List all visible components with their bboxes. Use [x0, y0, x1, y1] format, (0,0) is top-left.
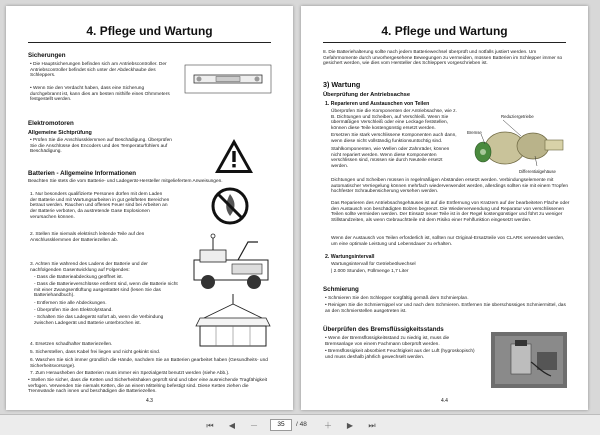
- text-block: Überprüfen Sie die Komponenten der Antriebsachse, wie z. B. Dichtungen und Scheiben, auf Verschleiß. Wenn Sie übermäßigen Verschleiß oder eine Leckage feststellen, können diese Teile kostengünstig ersetzt werden.: [331, 109, 457, 132]
- text-block: Ersetzen Sie stark verschlissene Komponenten auch dann, wenn diese nicht vollständig funktionsuntüchtig sind.: [331, 133, 457, 144]
- text-block: • Die Hauptsicherungen befinden sich am Antriebscontroller. Der Antriebscontroller befindet sich unter der Abdeckhaube des Schleppers.: [30, 62, 167, 79]
- warning-sign-icon: [214, 138, 254, 174]
- right-page: [301, 6, 588, 410]
- text-block: - Entfernen Sie alle Abdeckungen.: [34, 301, 107, 306]
- figure-label: Bremse: [467, 130, 482, 135]
- text-block: • Wenn Sie den Verdacht haben, dass eine Sicherung durchgebrannt ist, kann dies am besten mithilfe eines Ohmmeters festgestellt werden.: [30, 86, 170, 103]
- text-block: • Wenn der Bremsflüssigkeitsstand zu niedrig ist, muss die Bremsanlage von einem Fachmann überprüft werden.: [325, 336, 450, 347]
- text-block: Wartungsintervall für Getriebeölwechsel: [331, 262, 416, 267]
- text-block: • Schmieren Sie den Schlepper sorgfältig gemäß dem Schmierplan.: [325, 296, 469, 301]
- text-block: 5. Sicherstellen, dass Kabel frei liegen und nicht gekinkt sind.: [30, 350, 161, 355]
- no-fire-icon: [206, 186, 254, 226]
- text-block: Dichtungen und Scheiben müssen in regelmäßigen Abständen ersetzt werden. Verbindungselemente mit automatischer Verriegelung können mehrfach wiederverwendet werden, allerdings sollten sie mit einem Tropfen hochfester Schraubensicherung versehen werden.: [331, 178, 569, 195]
- page-total: / 48: [296, 421, 307, 428]
- divider: [28, 42, 271, 43]
- battery-lifting-figure: [194, 294, 272, 350]
- page-title: 4. Pflege und Wartung: [86, 24, 213, 38]
- prev-page-button[interactable]: ◀: [228, 421, 236, 430]
- next-page-button[interactable]: ▶: [346, 421, 354, 430]
- section-heading-sicherungen: Sicherungen: [28, 52, 66, 59]
- text-block: • Prüfen Sie die Anschlussklemmen auf Beschädigung. Überprüfen Sie die Anschlüsse des Encoders und des Temperaturfühlers auf Beschädigung.: [30, 138, 172, 155]
- text-block: 8. Die Batteriehalterung sollte nach jedem Batteriewechsel überprüft und notfalls justiert werden. Um Gefahrmomente durch unvorhergesehene Bewegungen zu vermeiden, müssen Batterien im Schlepper immer so gesichert werden, wie dies vom Hersteller des Schleppers vorgeschrieben ist.: [323, 50, 563, 67]
- text-block: 7. Zum Herausheben der Batterien muss immer ein Spezialgerät benutzt werden (siehe Abb.).: [30, 371, 230, 376]
- page-number: 4.3: [146, 398, 153, 404]
- page-number: 4.4: [441, 398, 448, 404]
- section-heading-elektromotoren: Elektromotoren: [28, 120, 74, 127]
- viewer-toolbar: [0, 414, 600, 435]
- text-block: 4. Ersetzen schadhafter Batteriezellen.: [30, 342, 113, 347]
- text-block: Stahlkomponenten, wie Wellen oder Zahnräder, können nicht repariert werden. Wenn diese Komponenten verschlissen sind, müssen sie durch Neuteile ersetzt werden.: [331, 147, 450, 170]
- text-block: Beachten Sie stets die vom Batterie- und Ladegerät-Hersteller mitgeliefertem Anweisungen.: [28, 179, 223, 184]
- text-block: • Reinigen Sie die Schmiernippel vor und nach dem Schmieren. Entfernen Sie überschüssiges Schmiermittel, das an den Schmierstellen ausgetreten ist.: [325, 303, 566, 314]
- text-block: 1. Nur besonders qualifizierte Personen dürfen mit dem Laden der Batterie und mit Wartungsarbeiten in gut gelüfteten Bereichen betraut werden. Rauchen und offenes Feuer sind bei Arbeiten an der Batterie verboten, da austretende Gase Explosionen verursachen können.: [30, 192, 170, 220]
- text-block: - Dass die Batterieverschlüsse entfernt sind, wenn die Batterie nicht mit einer Zwangsentlüftung ausgestattet sind (lesen Sie das Batteriehandbuch).: [34, 282, 178, 299]
- text-block: - Überprüfen Sie den Elektrolytstand.: [34, 308, 113, 313]
- battery-truck-figure: [188, 232, 276, 292]
- last-page-button[interactable]: ⏭: [368, 421, 376, 430]
- zoom-in-button[interactable]: ＋: [324, 421, 332, 430]
- text-block: - Schalten Sie das Ladegerät sofort ab, wenn die Verbindung zwischen Ladegerät und Batterie unterbrochen ist.: [34, 315, 164, 326]
- text-block: • Stellen Sie sicher, dass die Ketten und Sicherheitshaken geprüft sind und über eine ausreichende Tragfähigkeit verfügen. Verwenden Sie niemals Ketten, die an einem Mittelring befestigt sind. Diese Ketten ziehen die Trennwände nach innen und beschädigen die Batteriezellen.: [28, 378, 268, 395]
- text-block: • Bremsflüssigkeit absorbiert Feuchtigkeit aus der Luft (hygroskopisch) und muss deshalb jährlich gewechselt werden.: [325, 349, 475, 360]
- section-heading-schmierung: Schmierung: [323, 286, 359, 293]
- text-block: - Dass die Batterieabdeckung geöffnet ist.: [34, 275, 123, 280]
- subheading: 2. Wartungsintervall: [325, 254, 375, 260]
- text-block: Wenn der Austausch von Teilen erforderlich ist, sollten nur Original-Ersatzteile von CLARK verwendet werden, um eine optimale Leistung und Lebensdauer zu erhalten.: [331, 236, 565, 247]
- text-block: | 2.000 Stunden, Füllmenge 1,7 Liter: [331, 269, 409, 274]
- text-block: 6. Waschen Sie sich immer gründlich die Hände, nachdem Sie an Batterien gearbeitet haben (Gesundheits- und Sicherheitsvorsorge).: [30, 358, 268, 369]
- figure-label: Reduziergetriebe: [501, 114, 534, 119]
- section-heading-wartung: 3) Wartung: [323, 80, 361, 89]
- drive-axle-figure: [463, 110, 569, 176]
- text-block: Das Reparieren des Antriebsachsgehäuses ist auf die Entfernung von Kratzern auf der bearbeiteten Fläche oder den Austausch von beschädigten Bolzen begrenzt. Die Wiederverwendung und Reparatur von verschlissenen Teilen sollte vermieden werden. Der Einsatz neuer Teile ist in der Regel kostengünstiger und führt zu weniger Stillstandzeiten, als wenn Gebrauchtteile mit dem Risiko einer Fehlfunktion eingesetzt werden.: [331, 201, 570, 224]
- subheading: Überprüfung der Antriebsachse: [323, 92, 411, 98]
- divider: [323, 42, 566, 43]
- text-block: 3. Achten Sie während des Ladens der Batterie und der nachfolgenden Gasentwicklung auf Folgendes:: [30, 262, 148, 273]
- zoom-out-button[interactable]: －: [250, 421, 258, 430]
- page-number-input[interactable]: 35: [270, 419, 292, 431]
- left-page: [6, 6, 293, 410]
- brake-reservoir-photo: [491, 332, 567, 388]
- page-title: 4. Pflege und Wartung: [381, 24, 508, 38]
- section-heading-batterien: Batterien - Allgemeine Informationen: [28, 170, 137, 177]
- text-block: 2. Stellen Sie niemals elektrisch leitende Teile auf den Anschlussklemmen der Batteriezellen ab.: [30, 232, 145, 243]
- figure-label: Differentialgehäuse: [519, 169, 556, 174]
- first-page-button[interactable]: ⏮: [206, 421, 214, 430]
- subheading: 1. Reparieren und Austauschen von Teilen: [325, 101, 430, 107]
- fuse-figure: [184, 64, 272, 94]
- section-heading-bremse: Überprüfen des Bremsflüssigkeitsstands: [323, 326, 444, 333]
- subheading: Allgemeine Sichtprüfung: [28, 130, 92, 136]
